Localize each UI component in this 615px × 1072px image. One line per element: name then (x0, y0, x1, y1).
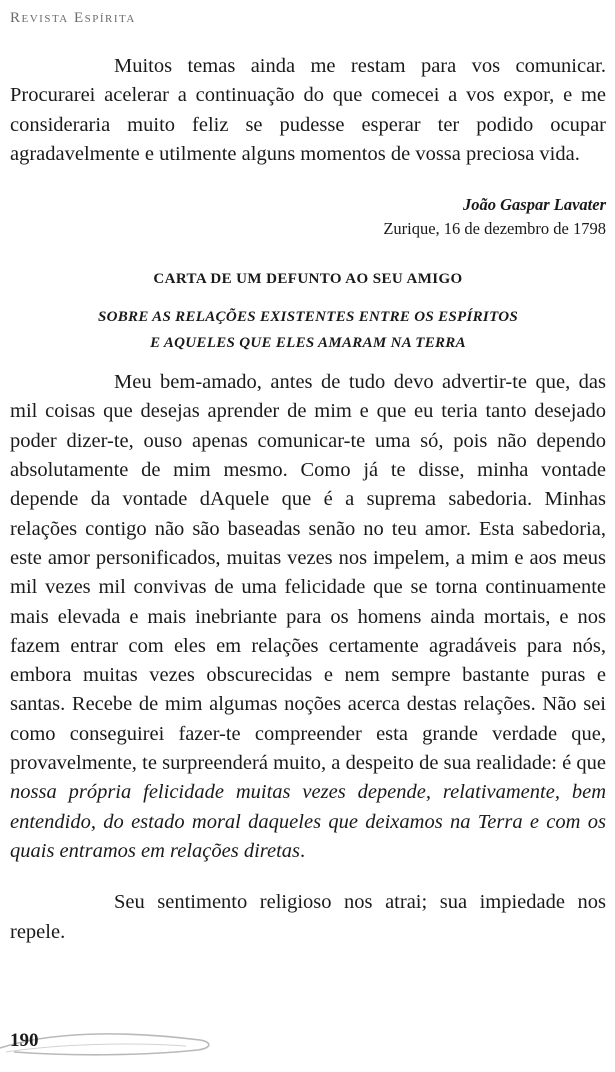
letter-paragraph-1-end: . (300, 839, 306, 862)
page-number: 190 (10, 1030, 39, 1051)
letter-paragraph-1 (10, 368, 606, 866)
signature-block (10, 193, 606, 241)
letter-subtitle-line-1: SOBRE AS RELAÇÕES EXISTENTES ENTRE OS ESPÍRITOS (97, 309, 519, 326)
letter-subtitle-line-2: E AQUELES QUE ELES AMARAM NA TERRA (150, 335, 466, 352)
letter-paragraph-1-emphasis: nossa própria felicidade muitas vezes depende, relativamente, bem entendido, do estado moral daqueles que deixamos na Terra e com os quais entramos em relações diretas (10, 781, 606, 862)
opening-paragraph: Muitos temas ainda me restam para vos comunicar. Procurarei acelerar a continuação do que comecei a vos expor, e me consideraria muito feliz se pudesse esperar ter podido ocupar agradavelmente e utilmente alguns momentos de vossa preciosa vida. (10, 55, 606, 165)
signature-place-date: Zurique, 16 de dezembro de 1798 (383, 219, 606, 239)
letter-paragraph-1-text: Meu bem-amado, antes de tudo devo advertir-te que, das mil coisas que desejas aprender de mim e que eu teria tanto desejado poder dizer-te, ouso apenas comunicar-te uma só, pois não dependo absolutamente de mim mesmo. Como já te disse, minha vontade depende da vontade dAquele que é a suprema sabedoria. Minhas relações contigo não são baseadas senão no teu amor. Esta sabedoria, este amor personificados, muitas vezes nos impelem, a mim e aos meus mil vezes mil convivas de uma felicidade que se torna continuamente mais elevada e mais inebriante para os homens ainda mortais, e nos fazem entrar com eles em relações certamente agradáveis para nós, embora muitas vezes obscurecidas e nem sempre bastante puras e santas. Recebe de mim algumas noções acerca destas relações. Não sei como conseguirei fazer-te compreender esta grande verdade que, provavelmente, te surpreenderá muito, a despeito de sua realidade: é que (10, 371, 606, 775)
letter-paragraph-2: Seu sentimento religioso nos atrai; sua impiedade nos repele. (10, 891, 606, 943)
running-header: Revista Espírita (10, 10, 136, 26)
letter-title: CARTA DE UM DEFUNTO AO SEU AMIGO (153, 271, 463, 288)
letter-subtitle (10, 304, 606, 356)
page-content (10, 52, 606, 947)
signature-name: João Gaspar Lavater (463, 195, 606, 215)
